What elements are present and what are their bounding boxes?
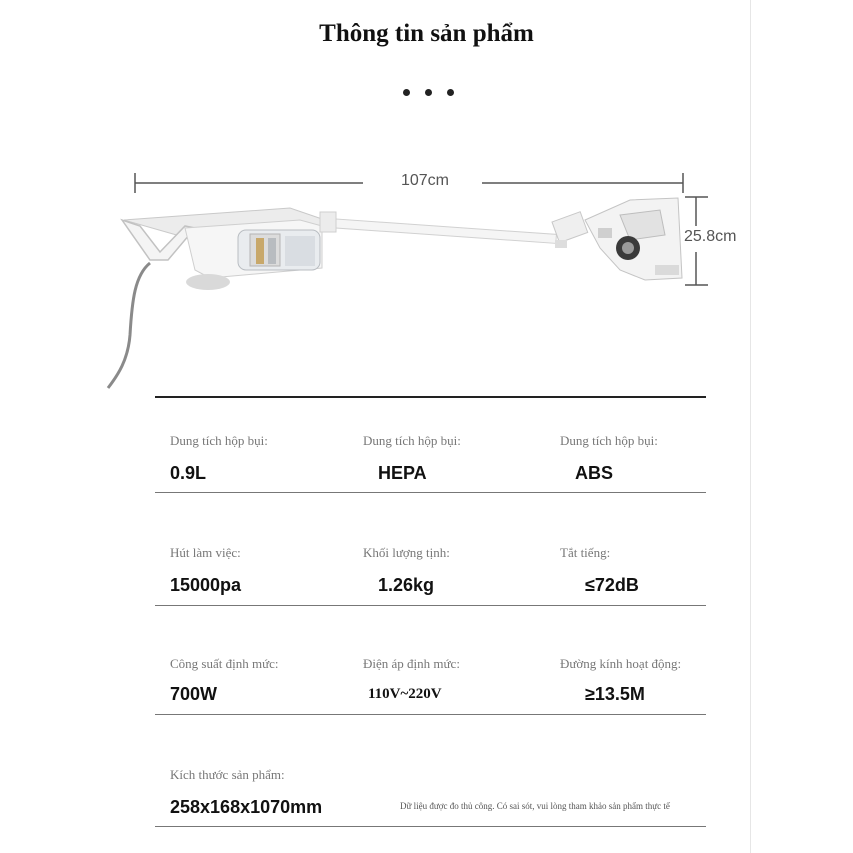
row-divider: [155, 826, 706, 827]
spec-label: Điện áp định mức:: [363, 656, 460, 671]
spec-value: HEPA: [378, 463, 427, 483]
spec-label: Tắt tiếng:: [560, 545, 611, 560]
spec-value: 0.9L: [170, 463, 207, 483]
spec-value: ABS: [575, 463, 614, 483]
table-row: [155, 493, 706, 606]
spec-value: ≥13.5M: [585, 684, 645, 704]
spec-value: 258x168x1070mm: [170, 797, 323, 817]
spec-value: 15000pa: [170, 575, 242, 595]
spec-label: Kích thước sản phẩm:: [170, 767, 285, 782]
spec-value: ≤72dB: [585, 575, 639, 595]
table-row: [155, 606, 706, 715]
page-title: Thông tin sản phẩm: [319, 20, 534, 47]
vacuum-cleaner-illustration: [100, 160, 800, 410]
spec-label: Đường kính hoạt động:: [560, 656, 682, 671]
spec-label: Công suất định mức:: [170, 656, 279, 671]
dot-icon: [425, 89, 432, 96]
disclaimer-note: Dữ liệu được đo thủ công. Có sai sót, vui lòng tham khảo sản phẩm thực tế: [400, 801, 670, 811]
spec-label: Dung tích hộp bụi:: [170, 433, 268, 448]
dot-icon: [403, 89, 410, 96]
spec-value: 1.26kg: [378, 575, 435, 595]
product-figure: [100, 160, 800, 410]
table-row: [155, 715, 706, 827]
spec-value: 110V~220V: [368, 686, 442, 702]
height-label: 25.8cm: [684, 228, 737, 245]
right-edge-line: [750, 0, 751, 853]
dot-icon: [447, 89, 454, 96]
length-label: 107cm: [400, 172, 450, 189]
table-row: [155, 396, 706, 493]
spec-label: Hút làm việc:: [170, 545, 241, 560]
ellipsis-dots: [403, 89, 454, 96]
spec-label: Dung tích hộp bụi:: [560, 433, 658, 448]
spec-label: Khối lượng tịnh:: [363, 545, 450, 560]
spec-label: Dung tích hộp bụi:: [363, 433, 461, 448]
spec-value: 700W: [170, 684, 218, 704]
